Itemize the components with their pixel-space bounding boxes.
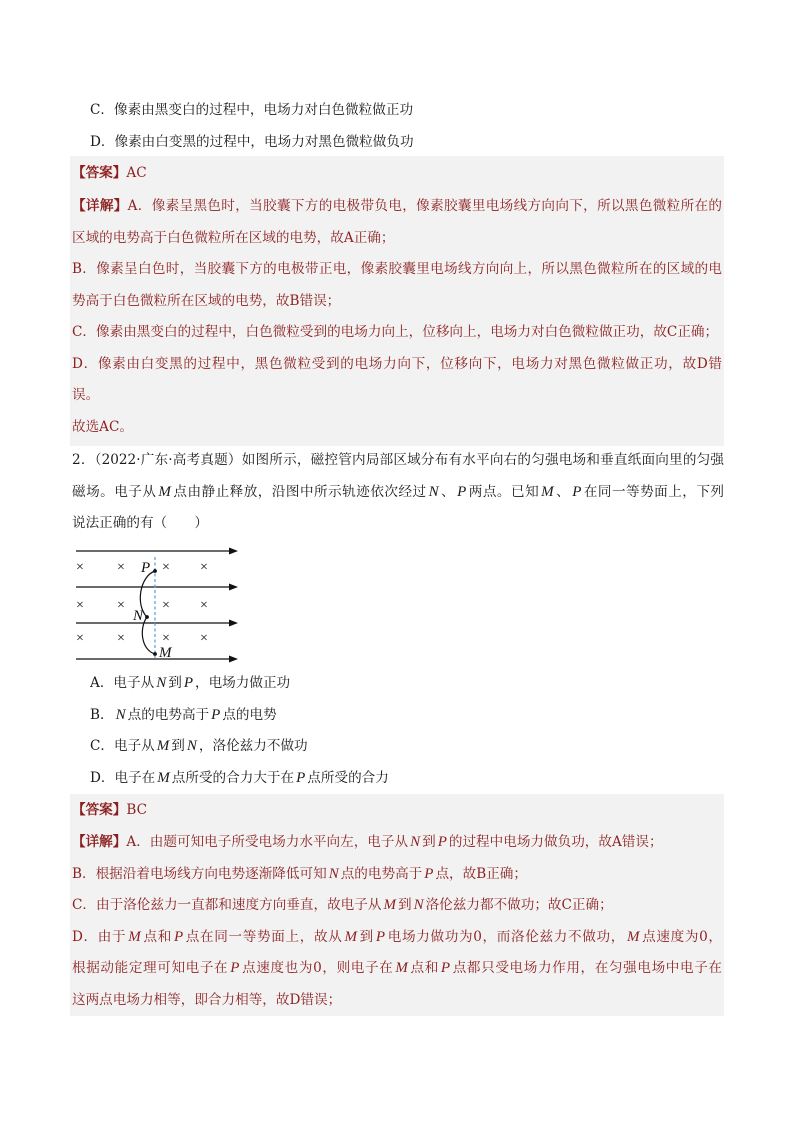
magnetron-field-diagram	[70, 540, 246, 670]
magnetic-field-cross: ×	[76, 631, 84, 646]
point-n-dot	[145, 615, 149, 619]
variable-letter: N	[413, 897, 424, 913]
variable-letter: M	[541, 483, 554, 500]
question-1-options	[90, 95, 720, 158]
point-m-dot	[153, 652, 157, 656]
variable-letter: M	[128, 928, 141, 945]
q2-option-b: B． N 点的电势高于 P 点的电势	[90, 706, 277, 723]
q2-answer-line	[72, 794, 722, 827]
variable-letter: M	[626, 928, 640, 945]
variable-letter: M	[157, 769, 170, 786]
point-m-label: M	[159, 645, 172, 661]
magnetic-field-cross: ×	[162, 560, 170, 575]
variable-letter: P	[183, 675, 193, 691]
q2-explanation-line: 根据动能定理可知电子在 P 点速度也为0，则电子在 M 点和 P 点都只受电场力作用，在匀强电场中电子在	[72, 960, 722, 976]
variable-letter: N	[186, 738, 197, 754]
q1-option-c: C．像素由黑变白的过程中，电场力对白色微粒做正功	[90, 102, 414, 118]
variable-letter: N	[328, 865, 339, 882]
variable-letter: N	[428, 483, 439, 500]
magnetic-field-cross: ×	[162, 631, 170, 646]
point-n-label: N	[133, 608, 144, 624]
magnetic-field-cross: ×	[200, 598, 208, 613]
q2-option-a: A．电子从 N 到 P ，电场力做正功	[90, 675, 291, 691]
q1-conclusion-line: 故选AC。	[72, 418, 133, 435]
variable-letter: P	[437, 834, 447, 850]
variable-letter: N	[156, 675, 167, 691]
magnetic-field-cross: ×	[76, 598, 84, 613]
q2-answer-tag: 【答案】	[72, 802, 127, 818]
variable-letter: P	[230, 960, 240, 976]
q1-explanation-line: 势高于白色微粒所在区域的电势，故B错误；	[72, 292, 341, 309]
electric-field-line	[76, 584, 238, 591]
q1-explanation-line: B．像素呈白色时，当胶囊下方的电极带正电，像素胶囊里电场线方向向上，所以黑色微粒所在的区域的电	[72, 261, 722, 277]
q2-answer-box	[70, 794, 724, 1016]
electric-field-line	[76, 548, 238, 555]
q1-answer-value: AC	[126, 165, 147, 181]
q2-explanation-line: 这两点电场力相等，即合力相等，故D错误；	[72, 991, 342, 1008]
magnetic-field-cross: ×	[162, 598, 170, 613]
q1-explanation-line: 区域的电势高于白色微粒所在区域的电势，故A正确；	[72, 229, 395, 246]
q1-explanation-tag: 【详解】	[72, 198, 128, 214]
variable-letter: P	[296, 769, 306, 786]
variable-letter: P	[572, 483, 582, 500]
q1-explanation-line: 误。	[72, 387, 100, 403]
question-2-stem	[72, 445, 724, 540]
magnetic-field-cross: ×	[117, 560, 125, 575]
q2-stem-line: 2．（2022·广东·高考真题）如图所示，磁控管内局部区域分布有水平向右的匀强电场和垂直纸面向里的匀强	[72, 452, 724, 468]
q2-stem-line: 磁场。电子从 M 点由静止释放，沿图中所示轨迹依次经过 N 、 P 两点。已知 M 、 P 在同一等势面上，下列	[72, 483, 724, 500]
point-p-dot	[153, 569, 157, 573]
magnetic-field-cross: ×	[76, 560, 84, 575]
variable-letter: P	[440, 960, 451, 976]
variable-letter: M	[158, 483, 171, 500]
magnetic-field-cross: ×	[200, 631, 208, 646]
q1-explanation-line: C．像素由黑变白的过程中，白色微粒受到的电场力向上，位移向上，电场力对白色微粒做正功，故C正确；	[72, 324, 719, 340]
q1-explanation-text: A．像素呈黑色时，当胶囊下方的电极带负电，像素胶囊里电场线方向向下，所以黑色微粒所在的	[127, 198, 722, 214]
variable-letter: M	[395, 960, 408, 976]
variable-letter: P	[457, 483, 467, 500]
q1-option-d: D．像素由白变黑的过程中，电场力对黑色微粒做负功	[90, 133, 414, 150]
electric-field-line	[76, 620, 238, 627]
q2-stem-line: 说法正确的有（ ）	[72, 515, 208, 531]
variable-letter: M	[383, 897, 396, 913]
variable-letter: P	[173, 928, 184, 945]
q2-explanation-tag: 【详解】	[72, 834, 127, 850]
question-2-options	[90, 668, 720, 794]
q1-answer-box	[70, 156, 724, 446]
variable-letter: P	[375, 928, 386, 945]
q1-answer-tag: 【答案】	[72, 165, 127, 181]
electric-field-line	[76, 656, 238, 663]
variable-letter: P	[424, 865, 434, 882]
q2-explanation-line: B．根据沿着电场线方向电势逐渐降低可知 N 点的电势高于 P 点，故B正确；	[72, 865, 527, 882]
variable-letter: N	[410, 834, 421, 850]
magnetic-field-cross: ×	[117, 631, 125, 646]
q2-explanation-line	[72, 827, 722, 859]
variable-letter: M	[344, 928, 357, 945]
q2-option-c: C．电子从 M 到 N ，洛伦兹力不做功	[90, 738, 308, 754]
point-p-label: P	[141, 560, 151, 576]
q1-explanation-line: D．像素由白变黑的过程中，黑色微粒受到的电场力向下，位移向下，电场力对黑色微粒做正功，故D错	[72, 355, 722, 372]
q2-explanation-line: C．由于洛伦兹力一直都和速度方向垂直，故电子从 M 到 N 洛伦兹力都不做功；故C正确；	[72, 897, 613, 913]
q2-option-d: D．电子在 M 点所受的合力大于在 P 点所受的合力	[90, 769, 389, 786]
q2-explanation-text: A．由题可知电子所受电场力水平向左，电子从 N 到 P 的过程中电场力做负功，故A错误；	[126, 834, 663, 850]
q2-answer-value: BC	[126, 802, 148, 818]
magnetic-field-cross: ×	[117, 598, 125, 613]
q1-explanation-line	[72, 191, 722, 223]
variable-letter: P	[211, 706, 221, 723]
variable-letter: N	[115, 706, 126, 723]
magnetic-field-cross: ×	[200, 560, 208, 575]
variable-letter: M	[156, 738, 170, 754]
q1-answer-line	[72, 156, 722, 191]
q2-explanation-line: D．由于 M 点和 P 点在同一等势面上，故从 M 到 P 电场力做功为0，而洛伦兹力不做功， M 点速度为0，	[72, 928, 722, 945]
